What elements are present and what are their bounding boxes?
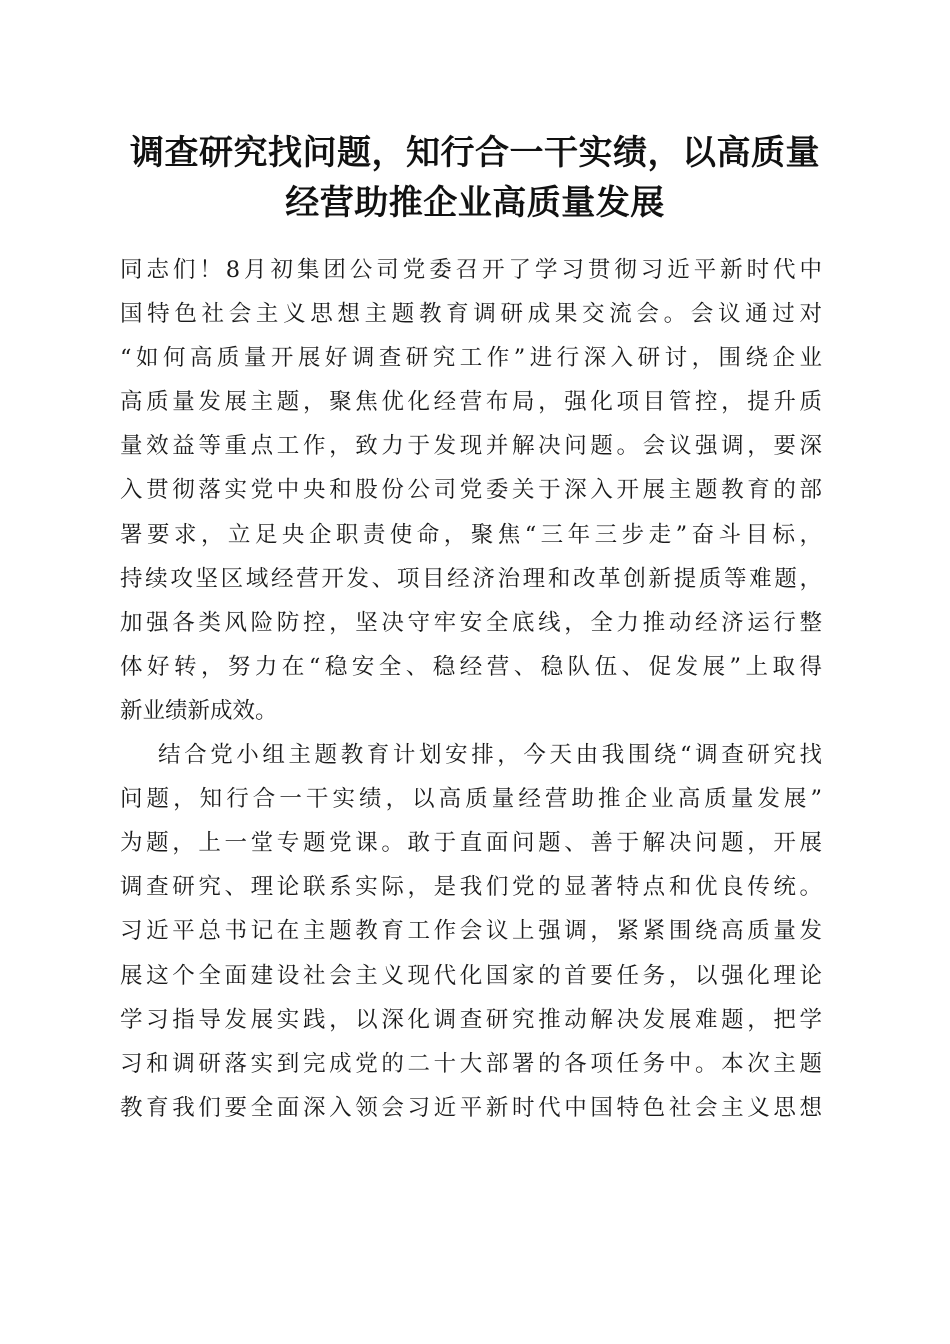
paragraph-line: 调查研究、理论联系实际，是我们党的显著特点和优良传统。 (120, 874, 822, 901)
paragraph-line: “如何高质量开展好调查研究工作”进行深入研讨，围绕企业 (120, 345, 822, 372)
paragraph-line: 新业绩新成效。 (120, 697, 278, 724)
paragraph-line: 高质量发展主题，聚焦优化经营布局，强化项目管控，提升质 (120, 389, 822, 416)
paragraph-line: 加强各类风险防控，坚决守牢安全底线，全力推动经济运行整 (120, 609, 822, 636)
paragraph-1 (120, 248, 822, 733)
paragraph-line: 国特色社会主义思想主题教育调研成果交流会。会议通过对 (120, 301, 822, 328)
paragraph-line: 同志们！8月初集团公司党委召开了学习贯彻习近平新时代中 (120, 257, 822, 283)
paragraph-line: 为题，上一堂专题党课。敢于直面问题、善于解决问题，开展 (120, 830, 822, 857)
document-title (100, 128, 850, 228)
paragraph-line: 学习指导发展实践，以深化调查研究推动解决发展难题，把学 (120, 1006, 822, 1033)
title-line-2: 经营助推企业高质量发展 (285, 183, 665, 223)
title-line-1: 调查研究找问题，知行合一干实绩，以高质量 (130, 133, 820, 173)
document-body (120, 248, 822, 1130)
paragraph-line: 持续攻坚区域经营开发、项目经济治理和改革创新提质等难题， (120, 565, 822, 592)
paragraph-line: 量效益等重点工作，致力于发现并解决问题。会议强调，要深 (120, 433, 822, 460)
paragraph-line: 问题，知行合一干实绩，以高质量经营助推企业高质量发展” (120, 786, 822, 813)
paragraph-2 (120, 733, 822, 1130)
paragraph-line: 署要求，立足央企职责使命，聚焦“三年三步走”奋斗目标， (120, 521, 822, 548)
paragraph-line: 展这个全面建设社会主义现代化国家的首要任务，以强化理论 (120, 962, 822, 989)
paragraph-line: 入贯彻落实党中央和股份公司党委关于深入开展主题教育的部 (120, 477, 822, 504)
paragraph-line: 习和调研落实到完成党的二十大部署的各项任务中。本次主题 (120, 1050, 822, 1077)
paragraph-line: 体好转，努力在“稳安全、稳经营、稳队伍、促发展”上取得 (120, 653, 822, 680)
paragraph-line: 习近平总书记在主题教育工作会议上强调，紧紧围绕高质量发 (120, 918, 822, 945)
paragraph-line: 结合党小组主题教育计划安排，今天由我围绕“调查研究找 (158, 742, 822, 769)
paragraph-line: 教育我们要全面深入领会习近平新时代中国特色社会主义思想 (120, 1094, 822, 1121)
